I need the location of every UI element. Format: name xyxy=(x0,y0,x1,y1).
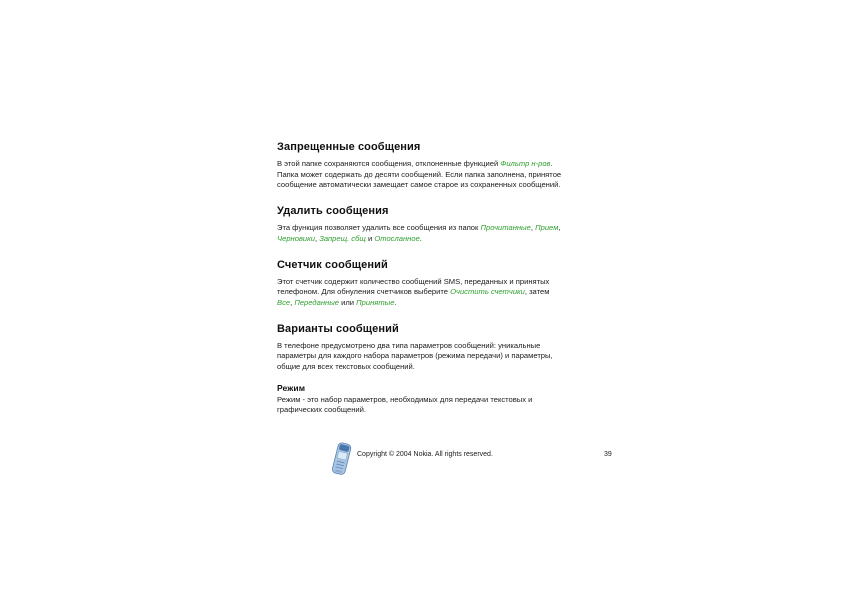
text-run: , затем xyxy=(524,287,550,297)
text-run: В телефоне предусмотрено два типа параметров сообщений: уникальные параметры для каждого набора параметров (режима передачи) и параметры, общие для всех текстовых сообщений. xyxy=(277,340,553,372)
menu-term-italic: Фильтр н-ров xyxy=(500,159,551,168)
menu-term-italic: Запрещ. сбщ xyxy=(319,233,366,243)
paragraph-message-counter xyxy=(277,277,565,309)
text-run: , xyxy=(558,223,561,233)
text-run: , xyxy=(314,233,320,243)
heading-message-options: Варианты сообщений xyxy=(277,322,399,335)
section-delete-messages xyxy=(277,205,565,244)
text-run: В этой папке сохраняются сообщения, отклоненные функцией xyxy=(277,159,501,168)
text-run: Режим - это набор параметров, необходимых для передачи текстовых и графических сообщений. xyxy=(277,394,533,415)
section-blocked-messages xyxy=(277,141,565,191)
text-run: Этот счетчик содержит количество сообщений SMS, переданных и принятых телефоном. Для обнуления счетчиков выберите xyxy=(277,276,550,297)
menu-term-italic: Прием xyxy=(535,223,559,233)
section-message-options xyxy=(277,323,565,373)
footer-copyright: Copyright © 2004 Nokia. All rights reserved. xyxy=(357,451,493,458)
text-run: . xyxy=(419,233,422,243)
section-message-counter xyxy=(277,259,565,309)
text-run: . Папка может содержать до десяти сообщений. Если папка заполнена, принятое сообщение автоматически замещает самое старое из сохраненных сообщений. xyxy=(277,159,562,190)
text-run: . xyxy=(394,297,397,307)
content-column xyxy=(277,141,565,416)
text-run: и xyxy=(365,233,375,243)
footer-page-number: 39 xyxy=(604,451,612,458)
paragraph-message-options xyxy=(277,341,565,373)
menu-term-italic: Отосланное xyxy=(374,233,420,243)
text-run: , xyxy=(530,223,536,233)
heading-mode: Режим xyxy=(277,382,306,393)
menu-term-italic: Очистить счетчики xyxy=(450,287,525,297)
section-mode xyxy=(277,383,565,416)
paragraph-blocked-messages xyxy=(277,159,565,191)
menu-term-italic: Черновики xyxy=(277,233,315,243)
menu-term-italic: Принятые xyxy=(356,297,395,307)
heading-message-counter: Счетчик сообщений xyxy=(277,258,388,271)
text-run: , xyxy=(290,297,295,307)
text-run: Эта функция позволяет удалить все сообщения из папок xyxy=(277,223,481,233)
menu-term-italic: Переданные xyxy=(294,297,340,307)
paragraph-delete-messages xyxy=(277,223,565,244)
text-run: или xyxy=(339,297,357,307)
heading-blocked-messages: Запрещенные сообщения xyxy=(277,141,421,153)
menu-term-italic: Все xyxy=(277,297,291,307)
nokia-phone-logo-icon xyxy=(328,441,354,477)
heading-delete-messages: Удалить сообщения xyxy=(277,205,389,218)
paragraph-mode xyxy=(277,395,565,416)
menu-term-italic: Прочитанные xyxy=(480,223,531,233)
